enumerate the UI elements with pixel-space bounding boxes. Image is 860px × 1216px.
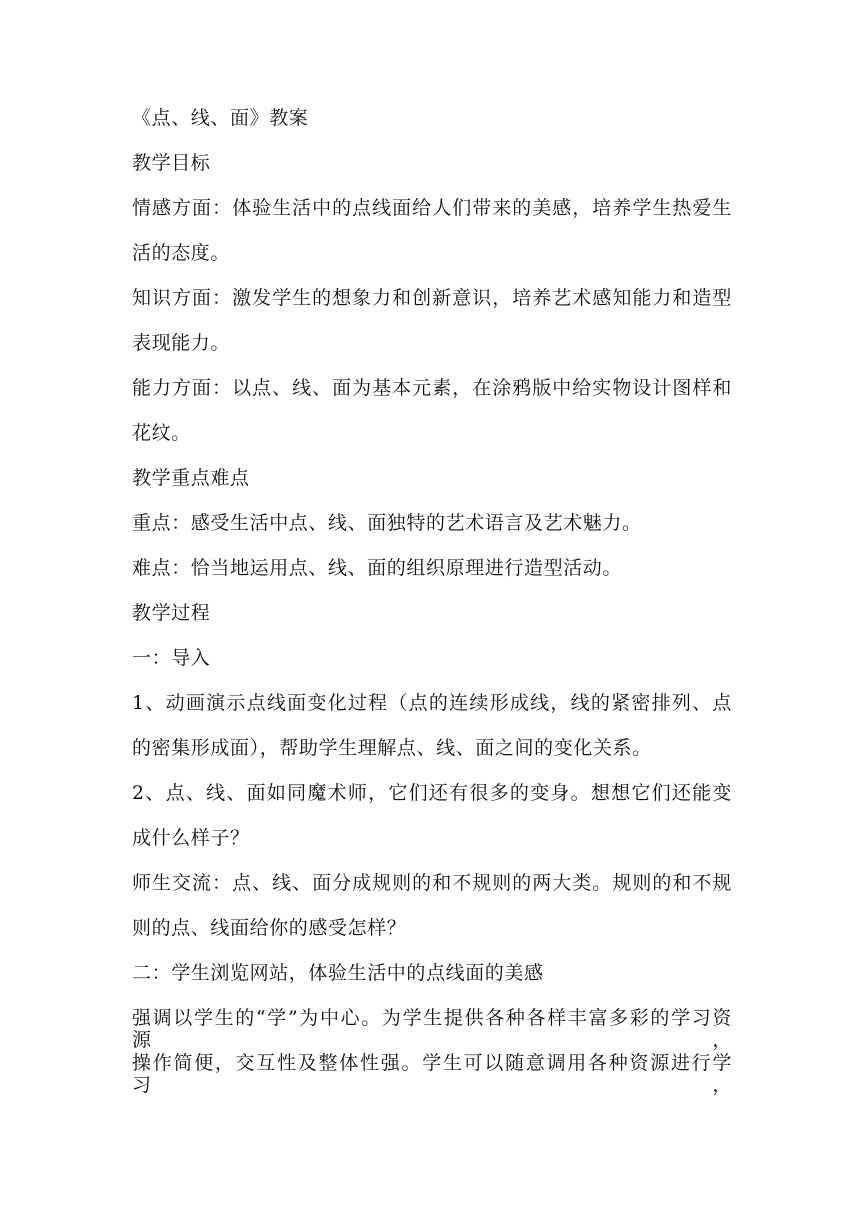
paragraph-line: 强调以学生的“学”为中心。为学生提供各种各样丰富多彩的学习资源， xyxy=(132,1007,732,1051)
document-body xyxy=(132,107,732,1097)
paragraph-line: 重点：感受生活中点、线、面独特的艺术语言及艺术魅力。 xyxy=(132,512,642,534)
heading-teaching-goals: 教学目标 xyxy=(132,152,211,174)
document-title: 《点、线、面》教案 xyxy=(132,107,309,129)
heading-teaching-process: 教学过程 xyxy=(132,602,211,624)
paragraph-line: 能力方面：以点、线、面为基本元素，在涂鸦版中给实物设计图样和 xyxy=(132,377,732,399)
paragraph-line: 表现能力。 xyxy=(132,332,231,354)
paragraph-line: 情感方面：体验生活中的点线面给人们带来的美感，培养学生热爱生 xyxy=(132,197,732,219)
paragraph-line: 活的态度。 xyxy=(132,242,231,264)
paragraph-line: 则的点、线面给你的感受怎样？ xyxy=(132,917,407,939)
section-heading-browse: 二：学生浏览网站，体验生活中的点线面的美感 xyxy=(132,962,544,984)
heading-key-points: 教学重点难点 xyxy=(132,467,250,489)
paragraph-line: 1、动画演示点线面变化过程（点的连续形成线，线的紧密排列、点 xyxy=(132,692,732,714)
section-heading-intro: 一：导入 xyxy=(132,647,211,669)
paragraph-line: 2、点、线、面如同魔术师，它们还有很多的变身。想想它们还能变 xyxy=(132,782,732,804)
paragraph-line: 花纹。 xyxy=(132,422,191,444)
paragraph-line: 成什么样子？ xyxy=(132,827,250,849)
paragraph-line: 师生交流：点、线、面分成规则的和不规则的两大类。规则的和不规 xyxy=(132,872,732,894)
paragraph-line: 难点：恰当地运用点、线、面的组织原理进行造型活动。 xyxy=(132,557,623,579)
paragraph-line: 知识方面：激发学生的想象力和创新意识，培养艺术感知能力和造型 xyxy=(132,287,732,309)
paragraph-line: 的密集形成面），帮助学生理解点、线、面之间的变化关系。 xyxy=(132,737,652,759)
paragraph-line: 操作简便，交互性及整体性强。学生可以随意调用各种资源进行学习， xyxy=(132,1052,732,1096)
